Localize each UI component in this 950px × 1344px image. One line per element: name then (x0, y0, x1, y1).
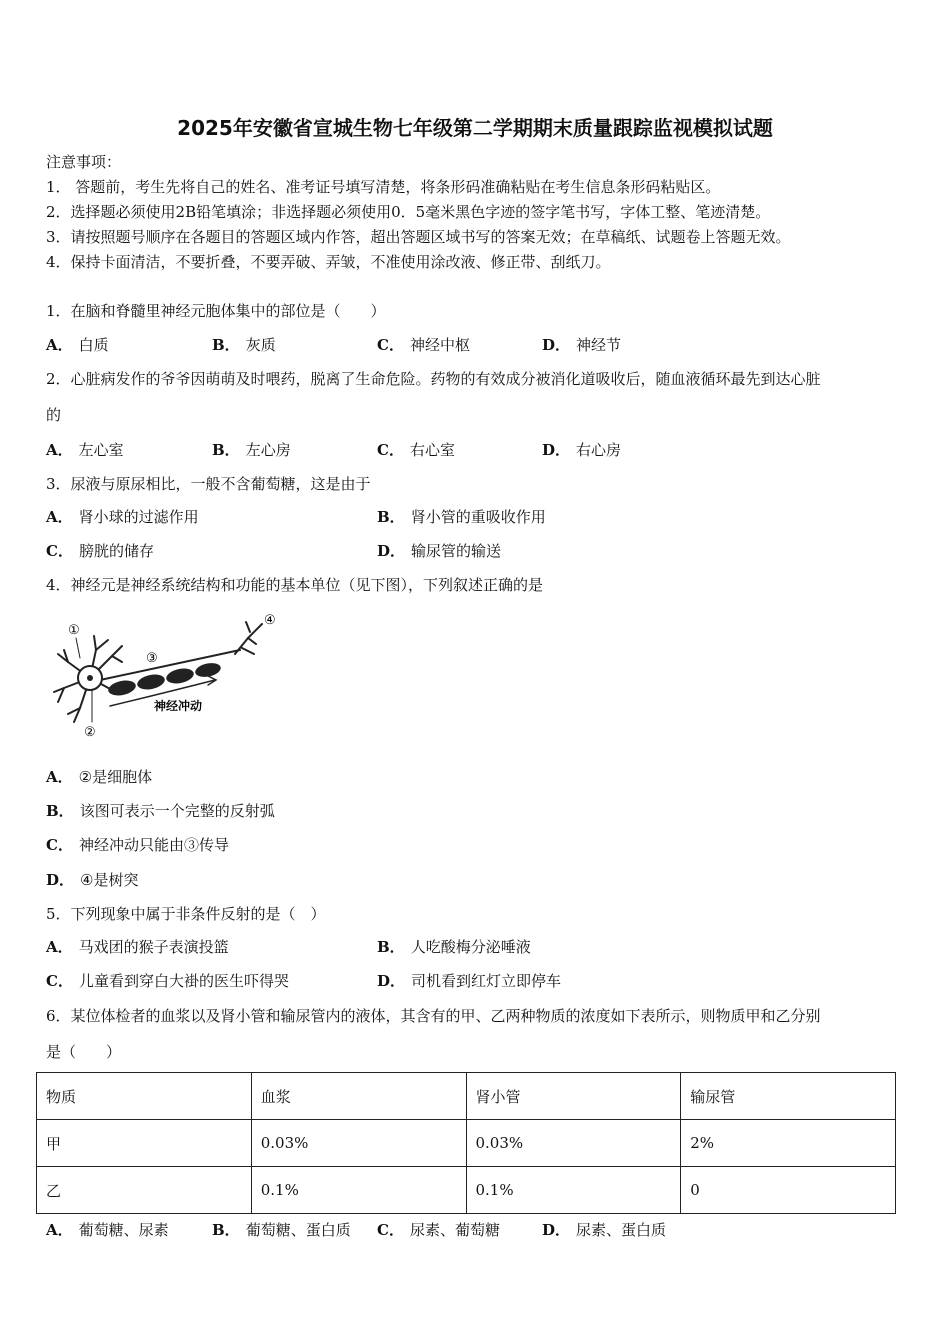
myelin-segment (107, 678, 137, 698)
q2-option-b: B． 左心房 (212, 441, 291, 459)
figure-label-1: ① (68, 623, 80, 638)
q4-option-c: C． 神经冲动只能由③传导 (46, 836, 229, 854)
table-cell: 0.1% (466, 1167, 681, 1214)
q1-option-b: B． 灰质 (212, 336, 276, 354)
table-cell: 0.1% (251, 1167, 466, 1214)
myelin-segment (165, 666, 195, 686)
q4-option-b: B． 该图可表示一个完整的反射弧 (46, 802, 275, 820)
q5-option-d: D． 司机看到红灯立即停车 (377, 972, 562, 990)
q2-option-a: A． 左心室 (46, 441, 124, 459)
table-header-cell: 输尿管 (681, 1073, 896, 1120)
notice-item: 3．请按照题号顺序在各题目的答题区域内作答，超出答题区域书写的答案无效；在草稿纸、试题卷上答题无效。 (46, 228, 791, 246)
q2-option-d: D． 右心房 (542, 441, 622, 459)
q5-stem: 5．下列现象中属于非条件反射的是（ ） (46, 905, 326, 923)
q3-option-d: D． 输尿管的输送 (377, 542, 502, 560)
q1-option-a: A． 白质 (46, 336, 109, 354)
notice-item: 1． 答题前，考生先将自己的姓名、准考证号填写清楚，将条形码准确粘贴在考生信息条形码粘贴区。 (46, 178, 721, 196)
table-cell: 0.03% (466, 1120, 681, 1167)
table-cell: 甲 (37, 1120, 252, 1167)
figure-label-3: ③ (146, 651, 158, 666)
q6-option-b: B． 葡萄糖、蛋白质 (212, 1221, 351, 1239)
figure-label-2: ② (84, 725, 96, 740)
table-row (37, 1167, 896, 1214)
notice-item: 2．选择题必须使用2B铅笔填涂；非选择题必须使用0．5毫米黑色字迹的签字笔书写，字体工整、笔迹清楚。 (46, 203, 771, 221)
q3-option-b: B． 肾小管的重吸收作用 (377, 508, 546, 526)
q5-option-c: C． 儿童看到穿白大褂的医生吓得哭 (46, 972, 289, 990)
q4-stem: 4．神经元是神经系统结构和功能的基本单位（见下图），下列叙述正确的是 (46, 576, 544, 594)
q3-option-a: A． 肾小球的过滤作用 (46, 508, 199, 526)
q2-stem: 2．心脏病发作的爷爷因萌萌及时喂药，脱离了生命危险。药物的有效成分被消化道吸收后，随血液循环最先到达心脏 (46, 370, 821, 388)
q3-option-c: C． 膀胱的储存 (46, 542, 154, 560)
q6-stem: 6．某位体检者的血浆以及肾小管和输尿管内的液体，其含有的甲、乙两种物质的浓度如下表所示，则物质甲和乙分别 (46, 1007, 821, 1025)
q6-option-d: D． 尿素、蛋白质 (542, 1221, 667, 1239)
myelin-segment (136, 672, 166, 692)
figure-label-4: ④ (264, 613, 276, 628)
table-header-cell: 肾小管 (466, 1073, 681, 1120)
q3-stem: 3．尿液与原尿相比，一般不含葡萄糖，这是由于 (46, 475, 371, 493)
page-title: 2025年安徽省宣城生物七年级第二学期期末质量跟踪监视模拟试题 (177, 116, 773, 140)
table-cell: 2% (681, 1120, 896, 1167)
q4-option-a: A． ②是细胞体 (46, 768, 153, 786)
q6-stem-cont: 是（ ） (46, 1043, 122, 1061)
notice-item: 4．保持卡面清洁，不要折叠，不要弄破、弄皱，不准使用涂改液、修正带、刮纸刀。 (46, 253, 611, 271)
q2-stem-cont: 的 (46, 406, 62, 424)
nucleus-shape (87, 675, 93, 681)
neuron-figure (50, 610, 290, 740)
table-header-cell: 血浆 (251, 1073, 466, 1120)
notice-heading: 注意事项： (46, 153, 122, 171)
myelin-segment (194, 661, 222, 679)
table-row (37, 1120, 896, 1167)
table-header-cell: 物质 (37, 1073, 252, 1120)
table-cell: 0.03% (251, 1120, 466, 1167)
q1-stem: 1．在脑和脊髓里神经元胞体集中的部位是（ ） (46, 302, 386, 320)
table-cell: 乙 (37, 1167, 252, 1214)
q6-option-c: C． 尿素、葡萄糖 (377, 1221, 500, 1239)
q4-option-d: D． ④是树突 (46, 871, 139, 889)
q1-option-d: D． 神经节 (542, 336, 622, 354)
q5-option-a: A． 马戏团的猴子表演投篮 (46, 938, 229, 956)
q2-option-c: C． 右心室 (377, 441, 455, 459)
table-cell: 0 (681, 1167, 896, 1214)
q6-option-a: A． 葡萄糖、尿素 (46, 1221, 169, 1239)
q5-option-b: B． 人吃酸梅分泌唾液 (377, 938, 531, 956)
q1-option-c: C． 神经中枢 (377, 336, 470, 354)
table-header-row (37, 1073, 896, 1120)
figure-caption: 神经冲动 (154, 699, 203, 713)
concentration-table (36, 1072, 896, 1214)
